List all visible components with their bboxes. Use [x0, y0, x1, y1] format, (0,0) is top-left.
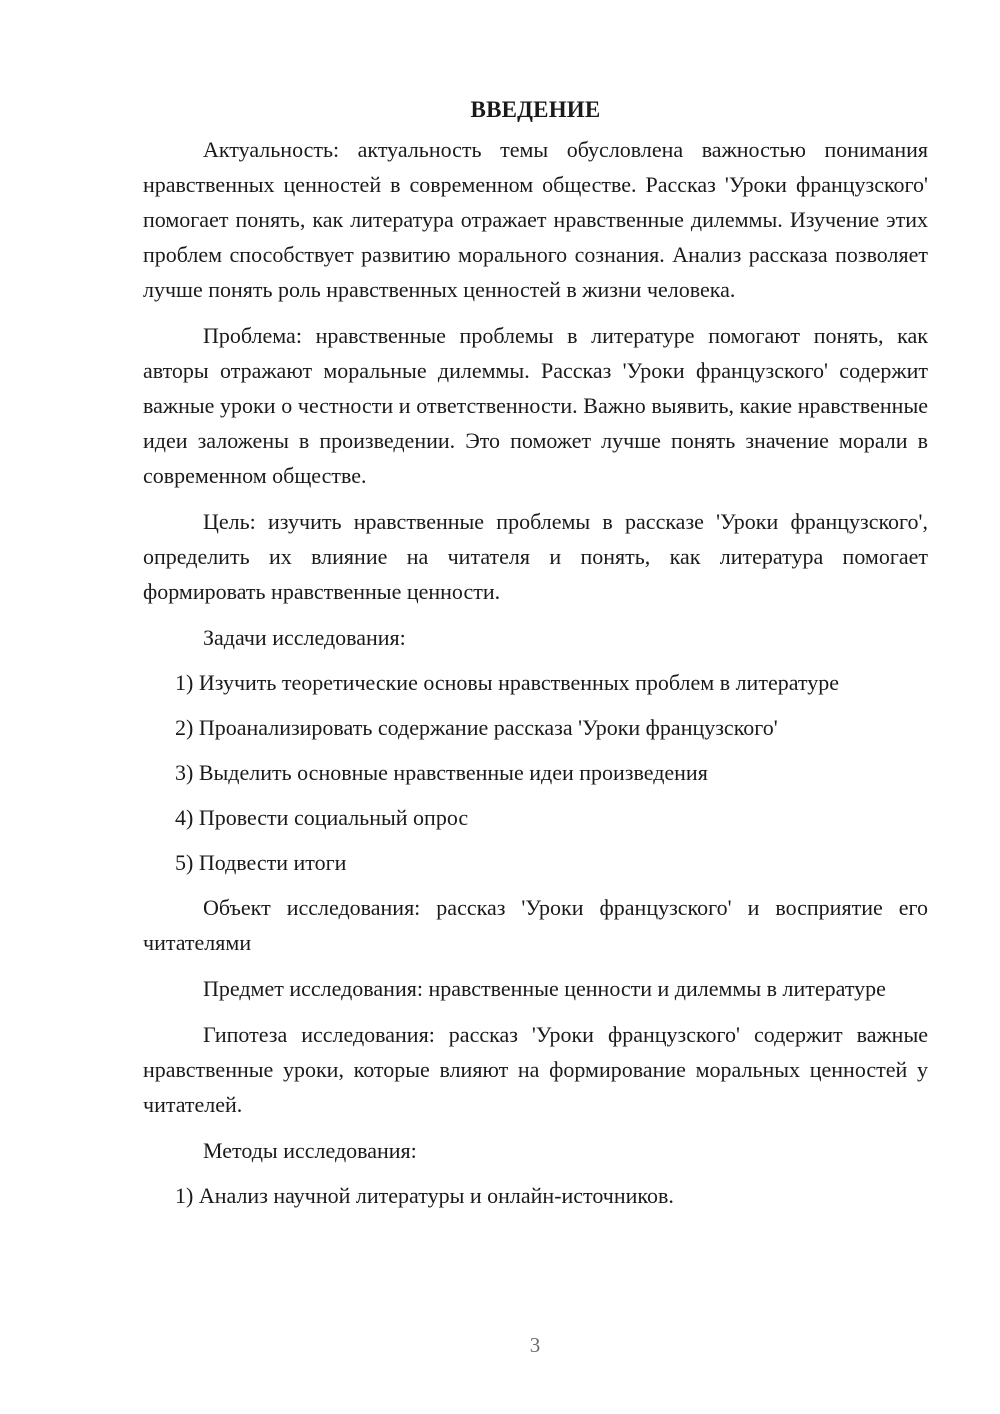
methods-list — [143, 1178, 928, 1213]
list-item: 1) Изучить теоретические основы нравственных проблем в литературе — [175, 670, 839, 695]
list-item: 5) Подвести итоги — [175, 850, 347, 875]
object-paragraph: Объект исследования: рассказ 'Уроки французского' и восприятие его читателями — [143, 895, 928, 955]
methods-heading: Методы исследования: — [203, 1138, 417, 1163]
list-item: 4) Провести социальный опрос — [175, 805, 469, 830]
document-page — [143, 90, 928, 1223]
subject-paragraph: Предмет исследования: нравственные ценности и дилеммы в литературе — [203, 976, 886, 1001]
problem-paragraph: Проблема: нравственные проблемы в литературе помогают понять, как авторы отражают моральные дилеммы. Рассказ 'Уроки французского' содержит важные уроки о честности и ответственности. Важно выявить, какие нравственные идеи заложены в произведении. Это поможет лучше понять значение морали в современном обществе. — [143, 323, 928, 488]
list-item: 3) Выделить основные нравственные идеи произведения — [175, 760, 708, 785]
section-heading: ВВЕДЕНИЕ — [470, 97, 601, 122]
hypothesis-paragraph: Гипотеза исследования: рассказ 'Уроки французского' содержит важные нравственные уроки, которые влияют на формирование моральных ценностей у читателей. — [143, 1022, 928, 1117]
list-item: 1) Анализ научной литературы и онлайн-источников. — [175, 1183, 674, 1208]
tasks-heading: Задачи исследования: — [203, 625, 406, 650]
page-number: 3 — [529, 1333, 541, 1357]
list-item: 2) Проанализировать содержание рассказа 'Уроки французского' — [175, 715, 778, 740]
relevance-paragraph: Актуальность: актуальность темы обусловлена важностью понимания нравственных ценностей в современном обществе. Рассказ 'Уроки французского' помогает понять, как литература отражает нравственные дилеммы. Изучение этих проблем способствует развитию морального сознания. Анализ рассказа позволяет лучше понять роль нравственных ценностей в жизни человека. — [143, 137, 928, 302]
goal-paragraph: Цель: изучить нравственные проблемы в рассказе 'Уроки французского', определить их влияние на читателя и понять, как литература помогает формировать нравственные ценности. — [143, 509, 928, 604]
tasks-list — [143, 665, 928, 880]
